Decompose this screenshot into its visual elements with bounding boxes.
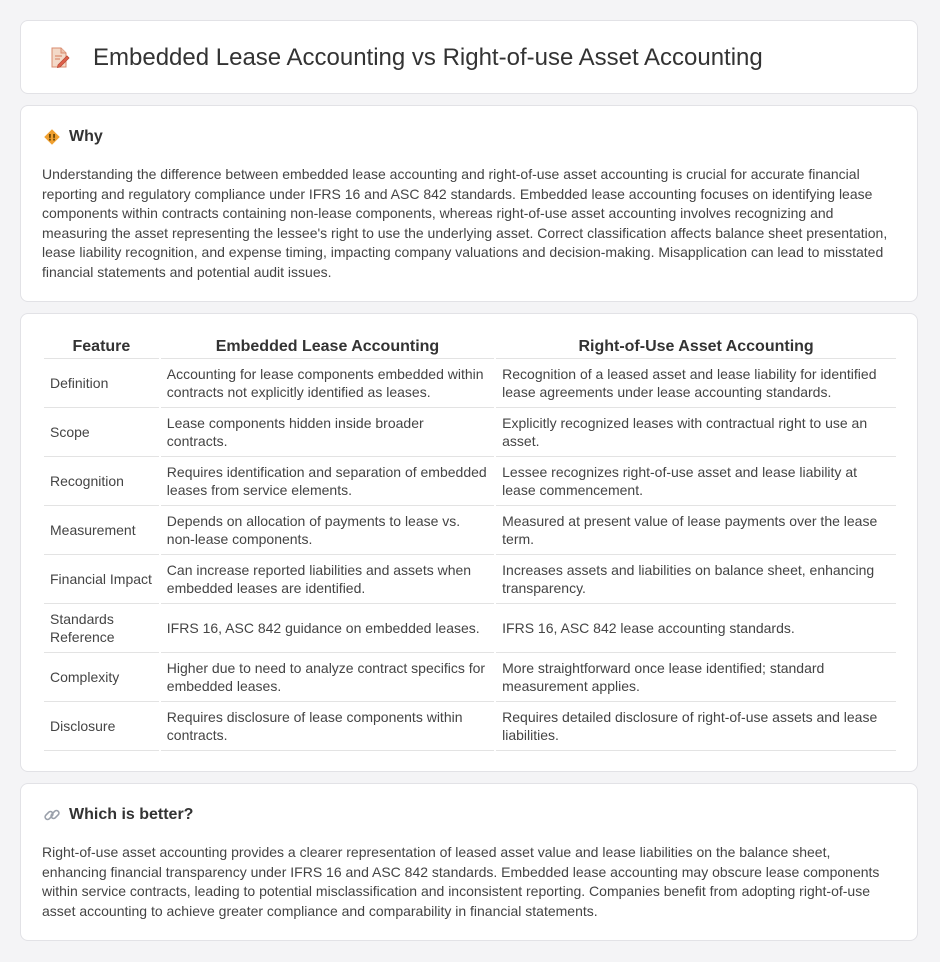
table-row [44,702,896,751]
rou-cell: Measured at present value of lease payments over the lease term. [496,506,896,555]
embedded-cell: Higher due to need to analyze contract specifics for embedded leases. [161,653,494,702]
why-heading-row [43,126,103,148]
rou-cell: Increases assets and liabilities on balance sheet, enhancing transparency. [496,555,896,604]
feature-cell: Financial Impact [44,555,159,604]
which-is-better-section [20,783,918,941]
feature-cell: Scope [44,408,159,457]
table-header-row [44,336,896,359]
edit-document-icon [47,46,71,70]
rou-cell: More straightforward once lease identified; standard measurement applies. [496,653,896,702]
feature-cell: Standards Reference [44,604,159,653]
page-title: Embedded Lease Accounting vs Right-of-use Asset Accounting [93,44,763,71]
why-section [20,105,918,302]
embedded-cell: Depends on allocation of payments to lease vs. non-lease components. [161,506,494,555]
diamond-warning-icon [43,128,61,146]
feature-cell: Recognition [44,457,159,506]
header-rou: Right-of-Use Asset Accounting [496,336,896,359]
embedded-cell: Accounting for lease components embedded within contracts not explicitly identified as leases. [161,359,494,408]
table-row [44,506,896,555]
svg-text:!!: !! [47,133,57,144]
embedded-cell: Lease components hidden inside broader contracts. [161,408,494,457]
rou-cell: Explicitly recognized leases with contractual right to use an asset. [496,408,896,457]
embedded-cell: Can increase reported liabilities and assets when embedded leases are identified. [161,555,494,604]
why-text: Understanding the difference between embedded lease accounting and right-of-use asset accounting is crucial for accurate financial reporting and regulatory compliance under IFRS 16 and ASC 842 standards. Embedded lease accounting focuses on identifying lease components within contracts containing non-lease components, whereas right-of-use asset accounting involves recognizing and measuring the asset representing the lessee's right to use the underlying asset. Correct classification affects balance sheet presentation, lease liability recognition, and expense timing, impacting company valuations and decision-making. Misapplication can lead to misstated financial statements and potential audit issues. [42,166,888,280]
feature-cell: Disclosure [44,702,159,751]
table-row [44,408,896,457]
rou-cell: Recognition of a leased asset and lease liability for identified lease agreements under lease accounting standards. [496,359,896,408]
embedded-cell: IFRS 16, ASC 842 guidance on embedded leases. [161,604,494,653]
title-card [20,20,918,94]
rou-cell: Requires detailed disclosure of right-of-use assets and lease liabilities. [496,702,896,751]
embedded-cell: Requires identification and separation of embedded leases from service elements. [161,457,494,506]
link-icon [43,806,61,824]
feature-cell: Measurement [44,506,159,555]
table-row [44,457,896,506]
feature-cell: Complexity [44,653,159,702]
table-row [44,653,896,702]
rou-cell: Lessee recognizes right-of-use asset and lease liability at lease commencement. [496,457,896,506]
better-heading: Which is better? [69,806,194,823]
embedded-cell: Requires disclosure of lease components within contracts. [161,702,494,751]
better-heading-row [43,804,193,826]
header-feature: Feature [44,336,159,359]
comparison-section [20,313,918,772]
table-row [44,555,896,604]
table-row [44,604,896,653]
feature-cell: Definition [44,359,159,408]
header-embedded: Embedded Lease Accounting [161,336,494,359]
why-heading: Why [69,128,103,145]
comparison-table [42,336,898,751]
rou-cell: IFRS 16, ASC 842 lease accounting standards. [496,604,896,653]
table-row [44,359,896,408]
better-text: Right-of-use asset accounting provides a clearer representation of leased asset value and lease liabilities on the balance sheet, enhancing financial transparency under IFRS 16 and ASC 842 standards. Embedded lease accounting may obscure lease components within service contracts, leading to potential misclassification and inconsistent reporting. Companies benefit from adopting right-of-use asset accounting to achieve greater compliance and comparability in financial statements. [42,844,880,919]
